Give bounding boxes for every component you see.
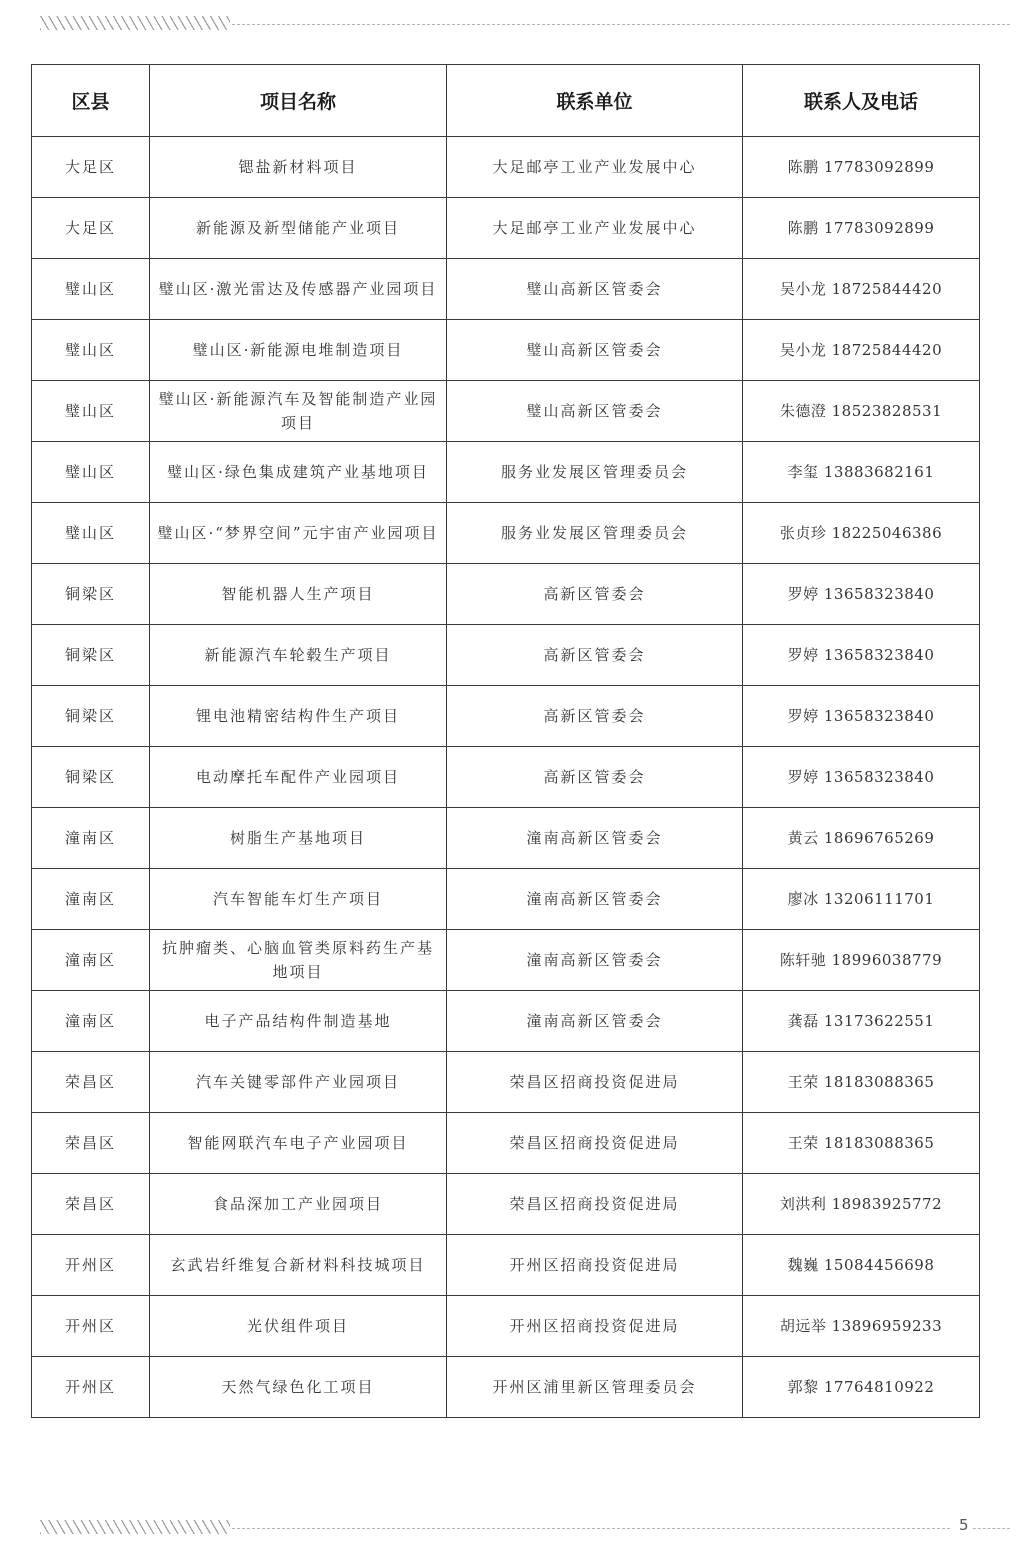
cell-contact-unit: 开州区招商投资促进局 — [447, 1296, 743, 1357]
table-row — [32, 137, 980, 198]
cell-contact-unit: 璧山高新区管委会 — [447, 381, 743, 442]
cell-project-name: 新能源汽车轮毂生产项目 — [150, 625, 447, 686]
column-header-district: 区县 — [32, 65, 150, 137]
table-body — [32, 137, 980, 1418]
table-row — [32, 381, 980, 442]
cell-contact-phone: 罗婷 13658323840 — [743, 747, 980, 808]
cell-project-name: 锶盐新材料项目 — [150, 137, 447, 198]
cell-district: 大足区 — [32, 198, 150, 259]
table-row — [32, 747, 980, 808]
cell-contact-phone: 龚磊 13173622551 — [743, 991, 980, 1052]
table-row — [32, 259, 980, 320]
cell-district: 铜梁区 — [32, 564, 150, 625]
cell-contact-unit: 大足邮亭工业产业发展中心 — [447, 137, 743, 198]
cell-project-name: 抗肿瘤类、心脑血管类原料药生产基地项目 — [150, 930, 447, 991]
cell-project-name: 玄武岩纤维复合新材料科技城项目 — [150, 1235, 447, 1296]
project-table — [31, 64, 980, 1418]
cell-contact-phone: 魏巍 15084456698 — [743, 1235, 980, 1296]
cell-contact-unit: 大足邮亭工业产业发展中心 — [447, 198, 743, 259]
cell-project-name: 汽车智能车灯生产项目 — [150, 869, 447, 930]
cell-district: 璧山区 — [32, 503, 150, 564]
cell-contact-phone: 胡远举 13896959233 — [743, 1296, 980, 1357]
table-row — [32, 869, 980, 930]
cell-district: 璧山区 — [32, 259, 150, 320]
table-row — [32, 1174, 980, 1235]
cell-contact-phone: 王荣 18183088365 — [743, 1113, 980, 1174]
table-row — [32, 503, 980, 564]
cell-contact-phone: 罗婷 13658323840 — [743, 564, 980, 625]
cell-contact-unit: 潼南高新区管委会 — [447, 930, 743, 991]
cell-district: 开州区 — [32, 1357, 150, 1418]
cell-district: 潼南区 — [32, 991, 150, 1052]
table-row — [32, 991, 980, 1052]
page-number: 5 — [956, 1516, 972, 1534]
cell-project-name: 天然气绿色化工项目 — [150, 1357, 447, 1418]
cell-contact-unit: 荣昌区招商投资促进局 — [447, 1174, 743, 1235]
table-row — [32, 198, 980, 259]
cell-district: 荣昌区 — [32, 1174, 150, 1235]
cell-district: 铜梁区 — [32, 686, 150, 747]
top-decorative-border — [40, 16, 1010, 30]
cell-contact-phone: 廖冰 13206111701 — [743, 869, 980, 930]
cell-project-name: 智能网联汽车电子产业园项目 — [150, 1113, 447, 1174]
cell-district: 开州区 — [32, 1235, 150, 1296]
cell-contact-phone: 张贞珍 18225046386 — [743, 503, 980, 564]
cell-district: 璧山区 — [32, 381, 150, 442]
cell-district: 潼南区 — [32, 869, 150, 930]
cell-district: 璧山区 — [32, 442, 150, 503]
cell-contact-unit: 璧山高新区管委会 — [447, 320, 743, 381]
cell-contact-unit: 璧山高新区管委会 — [447, 259, 743, 320]
table-row — [32, 1296, 980, 1357]
hatch-ornament — [40, 16, 230, 30]
column-header-contact: 联系人及电话 — [743, 65, 980, 137]
hatch-ornament — [40, 1520, 230, 1534]
cell-contact-unit: 服务业发展区管理委员会 — [447, 503, 743, 564]
cell-project-name: 新能源及新型储能产业项目 — [150, 198, 447, 259]
cell-district: 荣昌区 — [32, 1052, 150, 1113]
cell-project-name: 璧山区·绿色集成建筑产业基地项目 — [150, 442, 447, 503]
cell-contact-unit: 潼南高新区管委会 — [447, 808, 743, 869]
cell-project-name: 璧山区·“梦界空间”元宇宙产业园项目 — [150, 503, 447, 564]
cell-district: 大足区 — [32, 137, 150, 198]
table-row — [32, 1357, 980, 1418]
cell-project-name: 树脂生产基地项目 — [150, 808, 447, 869]
cell-contact-phone: 李玺 13883682161 — [743, 442, 980, 503]
cell-contact-phone: 吴小龙 18725844420 — [743, 259, 980, 320]
cell-district: 开州区 — [32, 1296, 150, 1357]
cell-contact-unit: 服务业发展区管理委员会 — [447, 442, 743, 503]
cell-project-name: 电子产品结构件制造基地 — [150, 991, 447, 1052]
cell-contact-unit: 开州区浦里新区管理委员会 — [447, 1357, 743, 1418]
cell-project-name: 璧山区·激光雷达及传感器产业园项目 — [150, 259, 447, 320]
cell-contact-phone: 罗婷 13658323840 — [743, 625, 980, 686]
column-header-unit: 联系单位 — [447, 65, 743, 137]
cell-contact-phone: 郭黎 17764810922 — [743, 1357, 980, 1418]
table-row — [32, 1113, 980, 1174]
cell-district: 铜梁区 — [32, 747, 150, 808]
cell-contact-unit: 高新区管委会 — [447, 564, 743, 625]
cell-contact-unit: 高新区管委会 — [447, 686, 743, 747]
table-header-row — [32, 65, 980, 137]
cell-project-name: 锂电池精密结构件生产项目 — [150, 686, 447, 747]
table-row — [32, 1052, 980, 1113]
cell-district: 铜梁区 — [32, 625, 150, 686]
cell-contact-phone: 刘洪利 18983925772 — [743, 1174, 980, 1235]
cell-contact-phone: 朱德澄 18523828531 — [743, 381, 980, 442]
table-row — [32, 686, 980, 747]
cell-district: 潼南区 — [32, 808, 150, 869]
cell-project-name: 食品深加工产业园项目 — [150, 1174, 447, 1235]
cell-project-name: 光伏组件项目 — [150, 1296, 447, 1357]
table-row — [32, 442, 980, 503]
cell-contact-unit: 荣昌区招商投资促进局 — [447, 1052, 743, 1113]
dashed-rule — [232, 1528, 950, 1529]
cell-contact-unit: 开州区招商投资促进局 — [447, 1235, 743, 1296]
cell-project-name: 电动摩托车配件产业园项目 — [150, 747, 447, 808]
table-row — [32, 320, 980, 381]
table-row — [32, 1235, 980, 1296]
column-header-project: 项目名称 — [150, 65, 447, 137]
cell-project-name: 智能机器人生产项目 — [150, 564, 447, 625]
cell-contact-unit: 荣昌区招商投资促进局 — [447, 1113, 743, 1174]
cell-district: 荣昌区 — [32, 1113, 150, 1174]
cell-contact-phone: 王荣 18183088365 — [743, 1052, 980, 1113]
table-row — [32, 625, 980, 686]
cell-district: 潼南区 — [32, 930, 150, 991]
cell-contact-phone: 陈轩驰 18996038779 — [743, 930, 980, 991]
cell-contact-phone: 黄云 18696765269 — [743, 808, 980, 869]
table-row — [32, 808, 980, 869]
cell-district: 璧山区 — [32, 320, 150, 381]
cell-project-name: 璧山区·新能源电堆制造项目 — [150, 320, 447, 381]
cell-contact-unit: 潼南高新区管委会 — [447, 991, 743, 1052]
table-row — [32, 930, 980, 991]
cell-project-name: 璧山区·新能源汽车及智能制造产业园项目 — [150, 381, 447, 442]
dashed-rule — [968, 1528, 1010, 1529]
cell-project-name: 汽车关键零部件产业园项目 — [150, 1052, 447, 1113]
cell-contact-unit: 高新区管委会 — [447, 747, 743, 808]
cell-contact-unit: 潼南高新区管委会 — [447, 869, 743, 930]
cell-contact-phone: 陈鹏 17783092899 — [743, 198, 980, 259]
cell-contact-phone: 罗婷 13658323840 — [743, 686, 980, 747]
cell-contact-phone: 吴小龙 18725844420 — [743, 320, 980, 381]
table-row — [32, 564, 980, 625]
cell-contact-unit: 高新区管委会 — [447, 625, 743, 686]
bottom-decorative-border — [40, 1520, 1010, 1534]
dashed-rule — [232, 24, 1010, 25]
cell-contact-phone: 陈鹏 17783092899 — [743, 137, 980, 198]
